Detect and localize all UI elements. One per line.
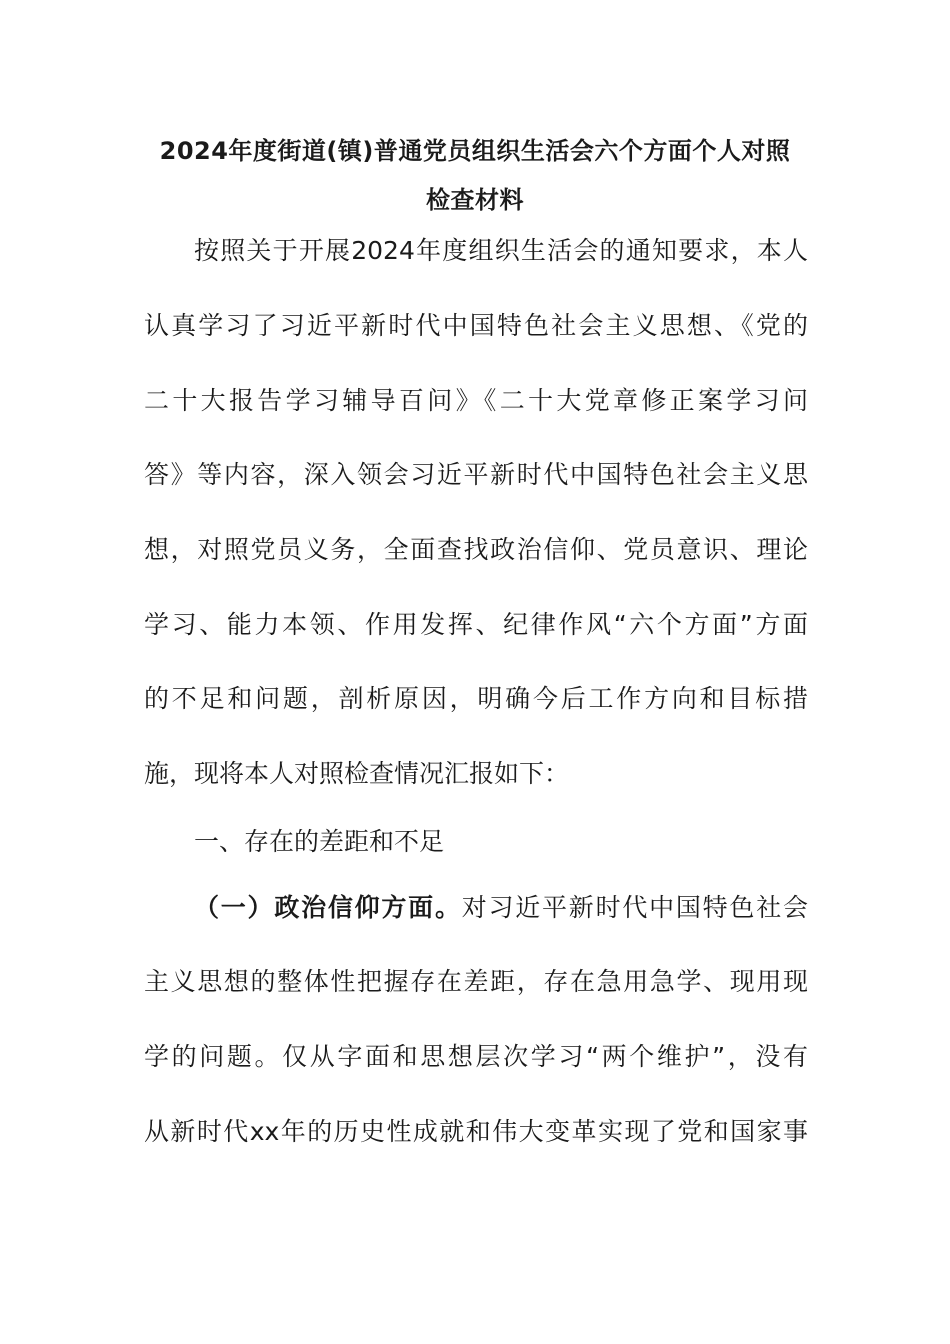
paragraph-line: 施，现将本人对照检查情况汇报如下： bbox=[144, 759, 570, 788]
paragraph-line: 的不足和问题，剖析原因，明确今后工作方向和目标措 bbox=[144, 684, 808, 713]
section-heading: 一、存在的差距和不足 bbox=[194, 827, 445, 856]
paragraph-line: 从新时代xx年的历史性成就和伟大变革实现了党和国家事 bbox=[144, 1117, 808, 1146]
document-title-line-1: 2024年度街道(镇)普通党员组织生活会六个方面个人对照 bbox=[159, 137, 791, 165]
subsection-heading: （一）政治信仰方面。 bbox=[194, 893, 462, 922]
paragraph-line: 认真学习了习近平新时代中国特色社会主义思想、《党的 bbox=[144, 311, 808, 340]
paragraph-line: 主义思想的整体性把握存在差距，存在急用急学、现用现 bbox=[144, 967, 808, 996]
paragraph-line: 想，对照党员义务，全面查找政治信仰、党员意识、理论 bbox=[144, 535, 808, 564]
subsection-text: 对习近平新时代中国特色社会 bbox=[461, 893, 808, 922]
document-title-line-2: 检查材料 bbox=[426, 186, 524, 214]
paragraph-line: 答》等内容，深入领会习近平新时代中国特色社会主义思 bbox=[144, 460, 808, 489]
paragraph-line: 二十大报告学习辅导百问》《二十大党章修正案学习问 bbox=[144, 386, 808, 415]
paragraph-line: 学的问题。仅从字面和思想层次学习“两个维护”，没有 bbox=[144, 1042, 808, 1071]
subsection-first-line bbox=[194, 893, 808, 923]
paragraph-line: 学习、能力本领、作用发挥、纪律作风“六个方面”方面 bbox=[144, 610, 808, 639]
paragraph-line: 按照关于开展2024年度组织生活会的通知要求，本人 bbox=[194, 236, 808, 265]
